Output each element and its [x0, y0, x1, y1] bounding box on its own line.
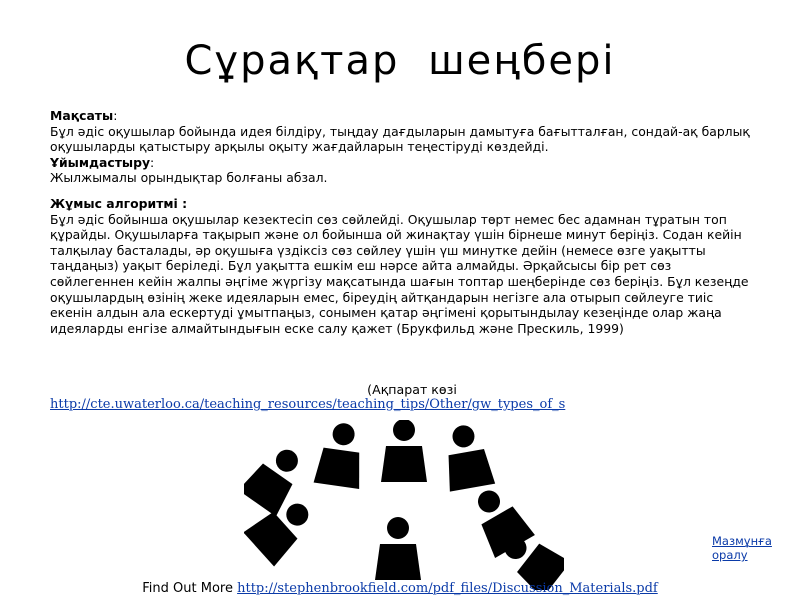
- purpose-text: Бұл әдіс оқушылар бойында идея білдіру, тыңдау дағдыларын дамытуға бағытталған, сондай-ақ барлық оқушыларды қатыстыру арқылы оқыту жағдайларын теңестіруді көздейді.: [50, 123, 750, 155]
- purpose-heading: Мақсаты: [50, 108, 114, 123]
- organization-text: Жылжымалы орындықтар болғаны абзал.: [50, 170, 328, 186]
- organization-colon: :: [150, 154, 155, 170]
- footer-label: Find Out More: [142, 581, 238, 596]
- purpose-colon: :: [113, 108, 118, 123]
- footer: [0, 581, 800, 596]
- body-text: [50, 108, 750, 336]
- footer-link[interactable]: http://stephenbrookfield.com/pdf_files/Discussion_Materials.pdf: [237, 581, 658, 596]
- algorithm-text: Бұл әдіс бойынша оқушылар кезектесіп сөз сөйлейді. Оқушылар төрт немес бес адамнан тұратын топ құрайды. Оқушыларға тақырып және ол бойынша ой жинақтау үшін бірнеше минут беріңіз. Содан кейін талқылау басталады, әр оқушыға үздіксіз сөз сөйлеу үшін үш минутке дейін (немесе өзге уақытты таңдаңыз) уақыт беріледі. Бұл уақытта ешкім еш нәрсе айта алмайды. Әрқайсысы бір рет сөз сөйлегеннен кейін жалпы әңгіме жүргізу мақсатында шағын топтар шеңберінде сөз беріңіз. Бұл кезеңде оқушылардың өзінің жеке идеяларын емес, біреудің айтқандарын негізге ала отырып сөйлеуге тиіс екенін алдын ала ескертуді ұмытпаңыз, сонымен қатар әңгімені қорытындылау кезеңінде олар жаңа идеяларды енгізе алмайтындығын еске салу қажет (Брукфильд және Прескиль, 1999): [50, 211, 749, 336]
- person-figure-5: [439, 422, 495, 492]
- algorithm-paragraph: [50, 196, 750, 336]
- purpose-paragraph: [50, 108, 750, 155]
- source-block: [0, 382, 800, 412]
- person-figure-4: [381, 420, 427, 482]
- source-label: (Ақпарат көзі: [367, 382, 457, 397]
- person-figure-3: [314, 420, 368, 489]
- source-link[interactable]: http://cte.uwaterloo.ca/teaching_resources/teaching_tips/Other/gw_types_of_s: [50, 397, 566, 412]
- section-gap: [50, 186, 750, 196]
- organization-heading: Ұйымдастыру: [50, 154, 151, 170]
- person-figure-8: [375, 517, 421, 580]
- algorithm-heading: Жұмыс алгоритмі :: [50, 195, 188, 211]
- people-circle-icon: [244, 420, 564, 590]
- page-title: Сұрақтар шеңбері: [184, 38, 616, 84]
- organization-paragraph: [50, 155, 750, 186]
- toc-link[interactable]: Мазмұнға оралу: [712, 534, 772, 562]
